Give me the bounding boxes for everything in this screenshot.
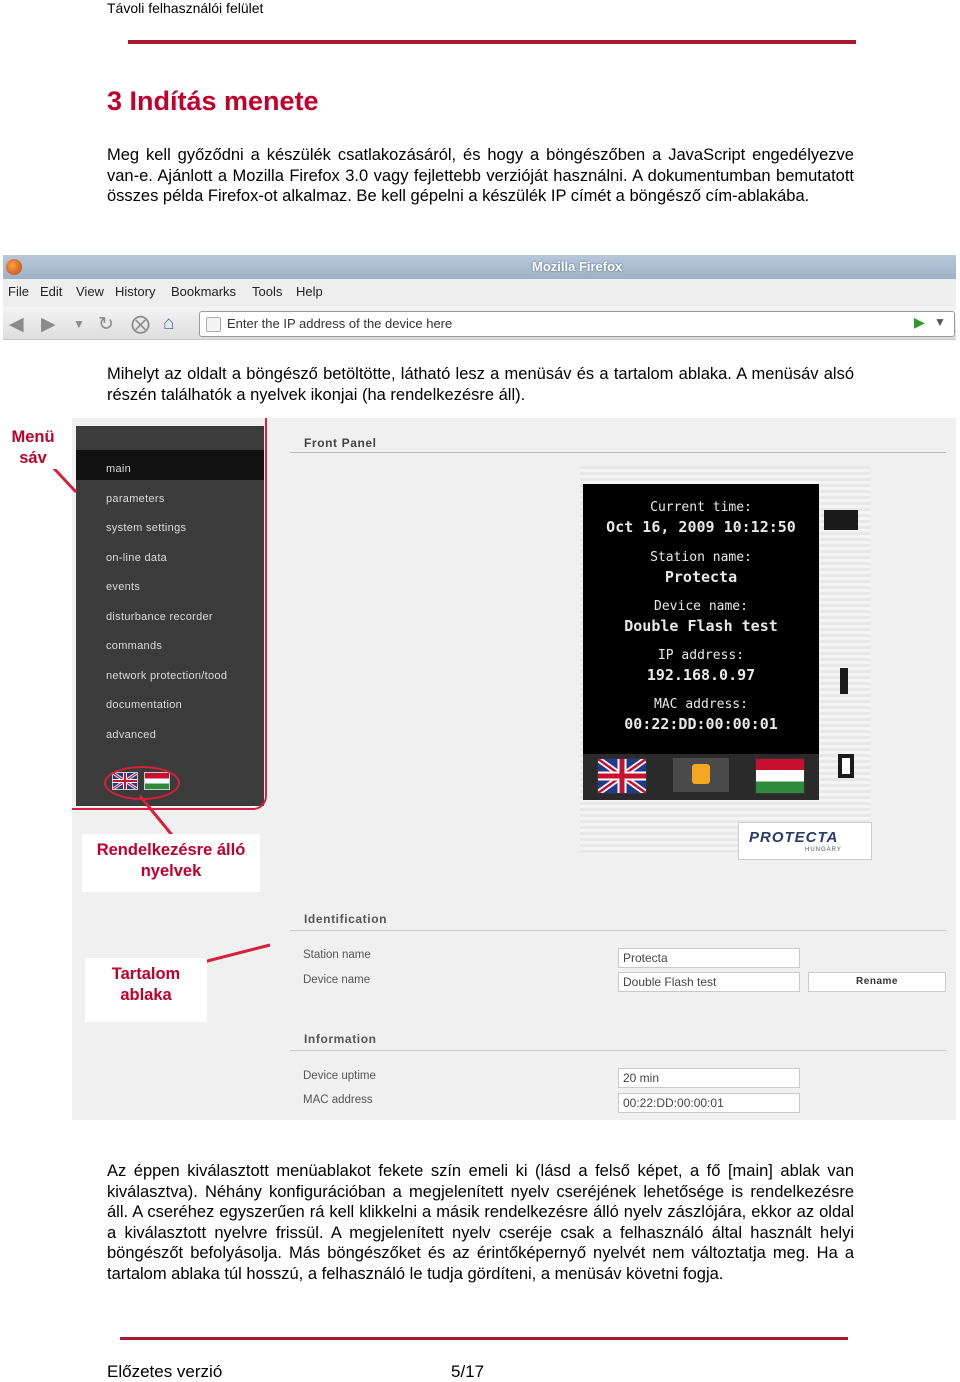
menu-callout: Menü sáv: [2, 427, 64, 469]
station-name-field[interactable]: Protecta: [618, 948, 800, 968]
back-icon[interactable]: ◀: [9, 314, 24, 335]
logo-subtitle: HUNGARY: [805, 847, 842, 853]
lcd-station-label: Station name:: [650, 550, 752, 565]
lcd-ip-label: IP address:: [657, 648, 745, 663]
firefox-title: Mozilla Firefox: [532, 259, 623, 274]
menu-file[interactable]: File: [8, 284, 29, 299]
sidebar-item-events[interactable]: events: [106, 581, 141, 593]
running-header: Távoli felhasználói felület: [107, 0, 264, 16]
front-panel-title: Front Panel: [304, 436, 377, 450]
lcd-time-label: Current time:: [650, 500, 752, 515]
footer-version: Előzetes verzió: [107, 1362, 223, 1381]
languages-callout: Rendelkezésre álló nyelvek: [82, 834, 260, 892]
device-uptime-value: 20 min: [618, 1068, 800, 1088]
station-name-label: Station name: [303, 949, 371, 961]
lcd-device-label: Device name:: [654, 599, 748, 614]
lcd-station-value: Protecta: [664, 568, 738, 586]
forward-icon[interactable]: ▶: [41, 314, 56, 335]
information-title: Information: [304, 1032, 377, 1046]
menu-view[interactable]: View: [76, 284, 104, 299]
logo-text: PROTECTA: [749, 829, 839, 846]
history-dropdown-icon[interactable]: ▼: [73, 317, 85, 331]
reload-icon[interactable]: ↻: [98, 314, 114, 335]
sidebar-item-commands[interactable]: commands: [106, 640, 163, 652]
mac-address-label: MAC address: [303, 1094, 373, 1106]
sidebar-item-advanced[interactable]: advanced: [106, 729, 157, 741]
sidebar-item-disturbance-recorder[interactable]: disturbance recorder: [106, 611, 213, 623]
chapter-title: 3 Indítás menete: [107, 86, 319, 116]
languages-highlight: [104, 766, 180, 800]
menu-edit[interactable]: Edit: [40, 284, 63, 299]
sidebar-item-main[interactable]: main: [106, 463, 132, 475]
menu-bookmarks[interactable]: Bookmarks: [171, 284, 237, 299]
closing-paragraph: Az éppen kiválasztott menüablakot fekete szín emeli ki (lásd a felső képet, a fő [main] ablak van kiválasztva). Néhány konfigurációban a megjelenített nyelv cseréjének lehetősége is rendelkezésre áll. A cseréhez egyszerűen rá kell klikkelni a másik rendelkezésre álló nyelv zászlójára, ekkor az oldal a kiválasztott nyelvre frissül. A megjelenített nyelv cseréje csak a felhasználó által használt helyi böngészőt befolyásolja. Más böngészőket és az érintőképernyő nyelvét nem változtatja meg. Ha a tartalom ablaka túl hosszú, a felhasználó le tudja gördíteni, a menüsáv követni fogja.: [107, 1162, 854, 1283]
lcd-time-value: Oct 16, 2009 10:12:50: [606, 518, 796, 536]
sidebar-item-network-protection[interactable]: network protection/tood: [106, 670, 228, 682]
after-browser-paragraph: Mihelyt az oldalt a böngésző betöltötte, látható lesz a menüsáv és a tartalom ablaka. A menüsáv alsó részén találhatók a nyelvek ikonjai (ha rendelkezésre áll).: [107, 365, 854, 404]
go-icon[interactable]: ▶: [914, 314, 925, 330]
sidebar-item-parameters[interactable]: parameters: [106, 493, 165, 505]
url-dropdown-icon[interactable]: ▼: [934, 315, 946, 329]
url-input[interactable]: Enter the IP address of the device here: [227, 316, 453, 331]
menu-history[interactable]: History: [115, 284, 156, 299]
rename-button[interactable]: Rename: [808, 972, 946, 992]
device-name-field[interactable]: Double Flash test: [618, 972, 800, 992]
sidebar-item-documentation[interactable]: documentation: [106, 699, 183, 711]
content-callout: Tartalom ablaka: [85, 958, 207, 1022]
sidebar-item-system-settings[interactable]: system settings: [106, 522, 187, 534]
lcd-device-value: Double Flash test: [624, 617, 778, 635]
menu-help[interactable]: Help: [296, 284, 323, 299]
languages-callout-line: [140, 796, 172, 835]
menu-tools[interactable]: Tools: [252, 284, 283, 299]
device-name-label: Device name: [303, 974, 371, 986]
lcd-mac-label: MAC address:: [654, 697, 748, 712]
device-uptime-label: Device uptime: [303, 1070, 376, 1082]
intro-paragraph: Meg kell győződni a készülék csatlakozásáról, és hogy a böngészőben a JavaScript engedélyezve van-e. Ajánlott a Mozilla Firefox 3.0 vagy fejlettebb verzióját használni. A dokumentumban bemutatott összes példa Firefox-ot alkalmaz. Be kell gépelni a készülék IP címét a böngésző cím-ablakába.: [107, 146, 854, 206]
lcd-mac-value: 00:22:DD:00:00:01: [624, 715, 778, 733]
identification-title: Identification: [304, 912, 388, 926]
footer-rule: [120, 1337, 848, 1340]
page-number: 5/17: [451, 1362, 485, 1381]
lcd-ip-value: 192.168.0.97: [646, 666, 756, 684]
sidebar-item-online-data[interactable]: on-line data: [106, 552, 168, 564]
home-icon[interactable]: ⌂: [163, 313, 175, 334]
mac-address-value: 00:22:DD:00:00:01: [618, 1093, 800, 1113]
stop-icon[interactable]: ⨂: [131, 314, 150, 335]
